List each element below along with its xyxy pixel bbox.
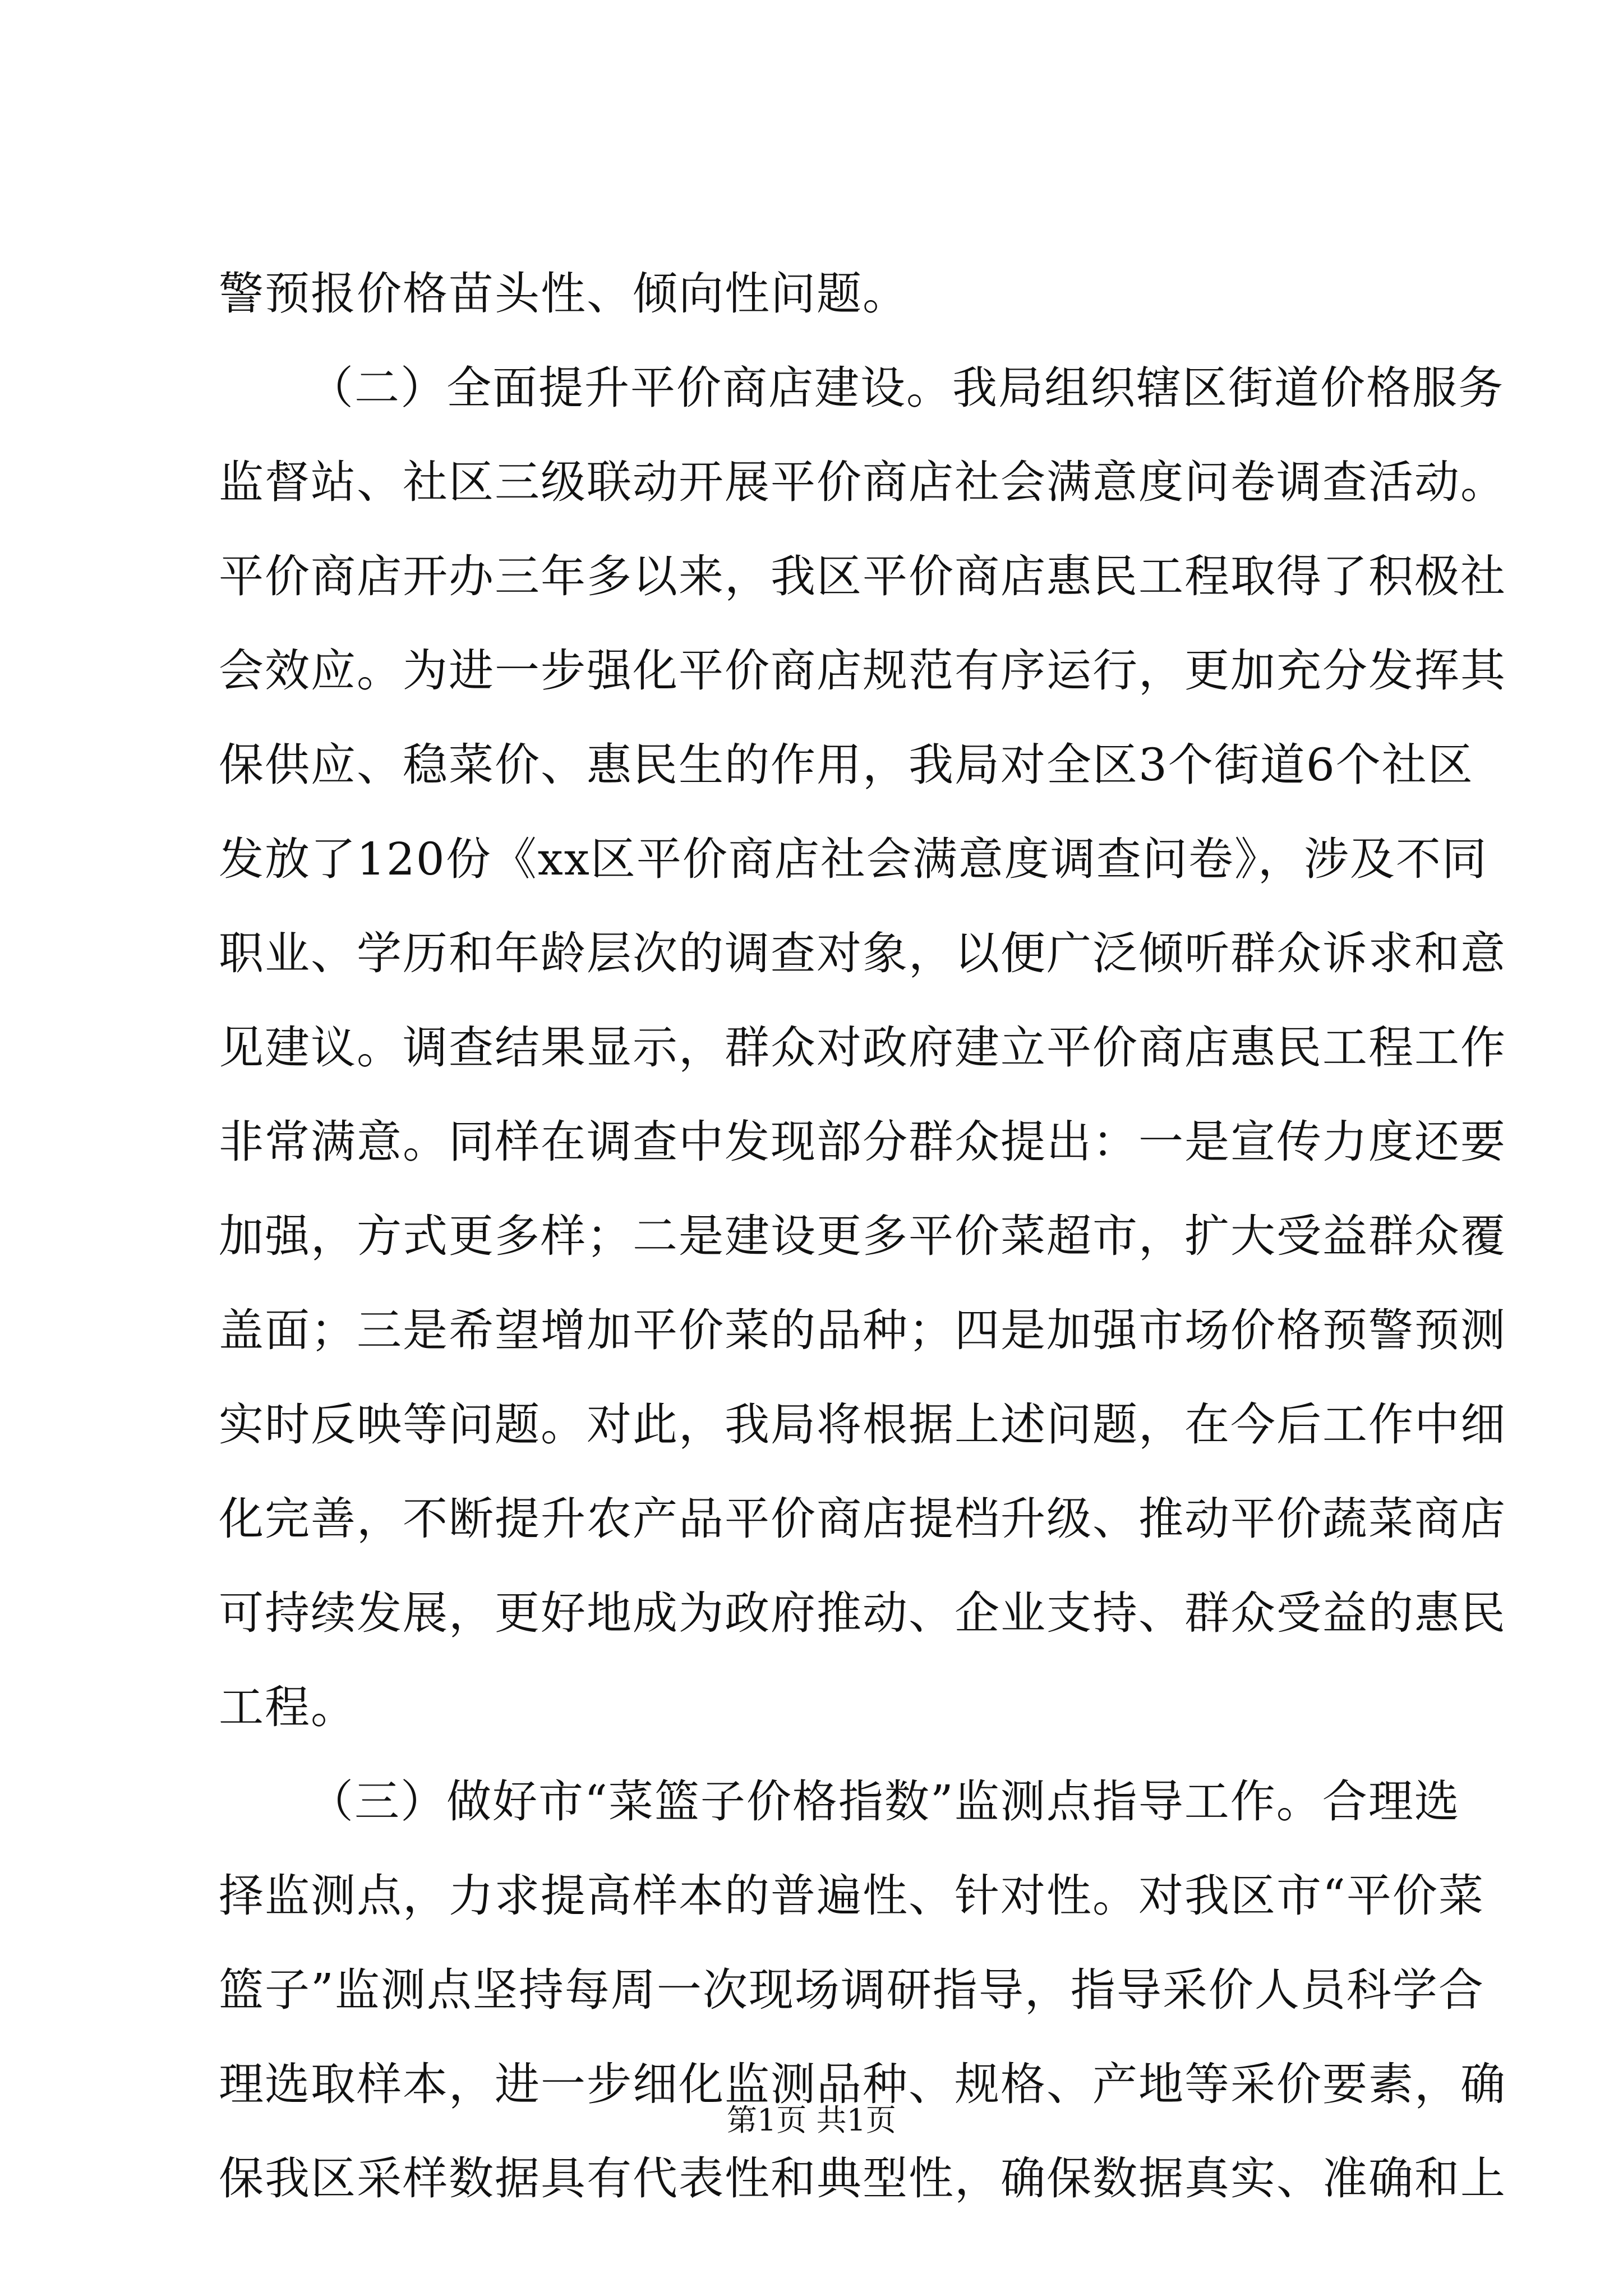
text-line: 择监测点，力求提高样本的普遍性、针对性。对我区市“平价菜 (219, 1870, 1484, 1922)
paragraph-affordable-stores (219, 341, 1506, 1755)
text-line: 理选取样本，进一步细化监测品种、规格、产地等采价要素，确 (219, 2058, 1506, 2110)
paragraph-continuation (219, 247, 1424, 341)
text-line: 警预报价格苗头性、倾向性问题。 (219, 268, 909, 320)
document-body (219, 247, 1506, 2226)
text-line: 盖面；三是希望增加平价菜的品种；四是加强市场价格预警预测 (219, 1304, 1506, 1356)
text-line: 见建议。调查结果显示，群众对政府建立平价商店惠民工程工作 (219, 1022, 1506, 1074)
text-line: 可持续发展，更好地成为政府推动、企业支持、群众受益的惠民 (219, 1587, 1506, 1639)
text-line: （二）全面提升平价商店建设。我局组织辖区街道价格服务 (308, 362, 1504, 414)
text-line: 监督站、社区三级联动开展平价商店社会满意度问卷调查活动。 (219, 456, 1506, 508)
text-line: 实时反映等问题。对此，我局将根据上述问题，在今后工作中细 (219, 1398, 1506, 1451)
text-line: 会效应。为进一步强化平价商店规范有序运行，更加充分发挥其 (219, 645, 1506, 697)
text-line: 化完善，不断提升农产品平价商店提档升级、推动平价蔬菜商店 (219, 1493, 1506, 1545)
text-line: 保供应、稳菜价、惠民生的作用，我局对全区3个街道6个社区 (219, 739, 1474, 791)
text-line: 非常满意。同样在调查中发现部分群众提出：一是宣传力度还要 (219, 1116, 1506, 1168)
paragraph-price-index-monitoring (219, 1755, 1506, 2226)
text-line: 篮子”监测点坚持每周一次现场调研指导，指导采价人员科学合 (219, 1964, 1484, 2016)
text-line: （三）做好市“菜篮子价格指数”监测点指导工作。合理选 (308, 1775, 1460, 1828)
text-line: 发放了120份《xx区平价商店社会满意度调查问卷》，涉及不同 (219, 833, 1488, 885)
text-line: 平价商店开办三年多以来，我区平价商店惠民工程取得了积极社 (219, 550, 1506, 602)
text-line: 加强，方式更多样；二是建设更多平价菜超市，扩大受益群众覆 (219, 1210, 1506, 1262)
page-number-footer: 第1页 共1页 (727, 2102, 896, 2138)
text-line: 工程。 (219, 1681, 357, 1733)
text-line: 职业、学历和年龄层次的调查对象，以便广泛倾听群众诉求和意 (219, 927, 1506, 979)
text-line: 保我区采样数据具有代表性和典型性，确保数据真实、准确和上 (219, 2152, 1506, 2205)
